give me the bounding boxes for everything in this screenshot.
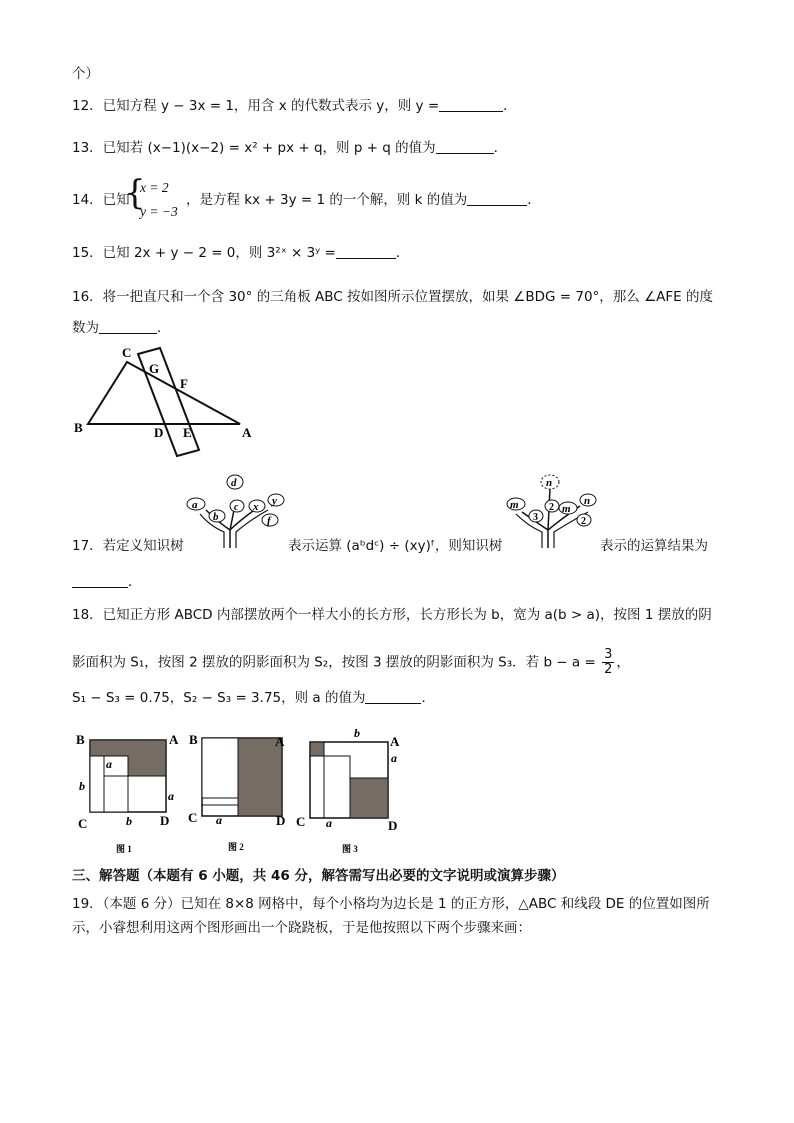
- f2-B: B: [189, 732, 198, 747]
- caption-1: 图 1: [116, 844, 132, 854]
- question-17-part3: 表示的运算结果为: [600, 538, 708, 554]
- f1-b-bottom: b: [126, 814, 132, 828]
- tree1-a: a: [192, 499, 198, 511]
- figure-2: [188, 732, 285, 852]
- f3-A: A: [390, 734, 400, 749]
- f3-a-bottom: a: [326, 816, 332, 830]
- question-14-prefix: 14．已知: [72, 192, 130, 208]
- tree1-x: x: [253, 501, 259, 513]
- square-figures: [70, 726, 420, 861]
- label-e: E: [183, 425, 192, 440]
- figure-1: [76, 732, 179, 854]
- tree1-y: y: [272, 495, 277, 507]
- knowledge-tree-1: [180, 470, 290, 550]
- label-b: B: [74, 420, 83, 435]
- question-19-line2: 示，小睿想利用这两个图形画出一个跷跷板，于是他按照以下两个步骤来画：: [72, 920, 531, 936]
- tree1-d: d: [231, 477, 237, 489]
- f1-a: a: [106, 757, 112, 771]
- system-eq2: y = −3: [140, 204, 178, 219]
- f1-B: B: [76, 732, 85, 747]
- figure-3: [296, 726, 400, 854]
- label-g: G: [149, 361, 160, 376]
- question-18-line2: 影面积为 S₁，按图 2 摆放的阴影面积为 S₂，按图 3 摆放的阴影面积为 S₃．若 b − a = $\frac{3}{2}$ ，: [72, 647, 630, 677]
- tree2-m2: m: [562, 503, 571, 515]
- label-c: C: [122, 345, 132, 360]
- tree2-v2a: 2: [549, 502, 554, 513]
- question-17-part1: 17．若定义知识树: [72, 538, 184, 554]
- label-f: F: [180, 376, 188, 391]
- tree1-c: c: [234, 502, 239, 513]
- f2-D: D: [276, 813, 286, 828]
- f2-A: A: [275, 734, 285, 749]
- tree2-m1: m: [510, 499, 519, 511]
- tree1-b: b: [213, 511, 219, 523]
- f3-b: b: [354, 726, 360, 740]
- f1-a-right: a: [168, 789, 174, 803]
- knowledge-tree-2: [500, 470, 610, 550]
- f1-D: D: [160, 813, 170, 828]
- tree1-f: f: [267, 515, 271, 527]
- caption-3: 图 3: [342, 844, 358, 854]
- f2-C: C: [188, 810, 198, 825]
- fraction: $\frac{3}{2}$: [604, 647, 613, 677]
- question-16-line1: 16．将一把直尺和一个含 30° 的三角板 ABC 按如图所示位置摆放，如果 ∠BDG = 70°，那么 ∠AFE 的度: [72, 289, 714, 305]
- question-19-line1: 19．（本题 6 分）已知在 8×8 网格中，每个小格均为边长是 1 的正方形，△ABC 和线段 DE 的位置如图所: [72, 896, 710, 912]
- question-12: 12．已知方程 y − 3x = 1，用含 x 的代数式表示 y，则 y = ．: [72, 98, 517, 114]
- question-17-part2: 表示运算 (aᵇdᶜ) ÷ (xy)ᶠ，则知识树: [288, 538, 503, 554]
- f2-a: a: [216, 813, 222, 827]
- question-15: 15．已知 2x + y − 2 = 0，则 3²ˣ × 3ʸ = ．: [72, 245, 410, 261]
- triangle-abc: [88, 362, 240, 424]
- tree2-n2: n: [584, 495, 591, 507]
- f3-a-right: a: [391, 751, 397, 765]
- question-18-line1: 18．已知正方形 ABCD 内部摆放两个一样大小的长方形，长方形长为 b，宽为 a(b > a)，按图 1 摆放的阴: [72, 607, 712, 623]
- label-a: A: [242, 425, 252, 440]
- question-13: 13．已知若 (x−1)(x−2) = x² + px + q，则 p + q 的值为 ．: [72, 140, 508, 156]
- f3-D: D: [388, 818, 398, 833]
- label-d: D: [154, 425, 164, 440]
- tree2-v2b: 2: [581, 516, 586, 527]
- tree2-v3: 3: [533, 512, 538, 523]
- question-16-line2: 数为 ．: [72, 320, 171, 336]
- question-17-blank: ．: [72, 572, 142, 592]
- f1-C: C: [78, 816, 88, 831]
- f1-b-left: b: [79, 779, 85, 793]
- system-eq1: x = 2: [140, 180, 169, 195]
- system-brace: {: [124, 173, 146, 213]
- section-3-heading: 三、解答题（本题有 6 小题，共 46 分，解答需写出必要的文字说明或演算步骤）: [72, 868, 565, 884]
- question-18-line3: S₁ − S₃ = 0.75，S₂ − S₃ = 3.75，则 a 的值为 ．: [72, 690, 435, 706]
- continuation-text: 个）: [72, 66, 99, 82]
- ruler-triangle-figure: [70, 340, 260, 465]
- tree2-n1: n: [546, 477, 553, 489]
- f1-A: A: [169, 732, 179, 747]
- question-14: ，是方程 kx + 3y = 1 的一个解，则 k 的值为 ．: [186, 192, 541, 208]
- caption-2: 图 2: [228, 842, 244, 852]
- f3-C: C: [296, 814, 306, 829]
